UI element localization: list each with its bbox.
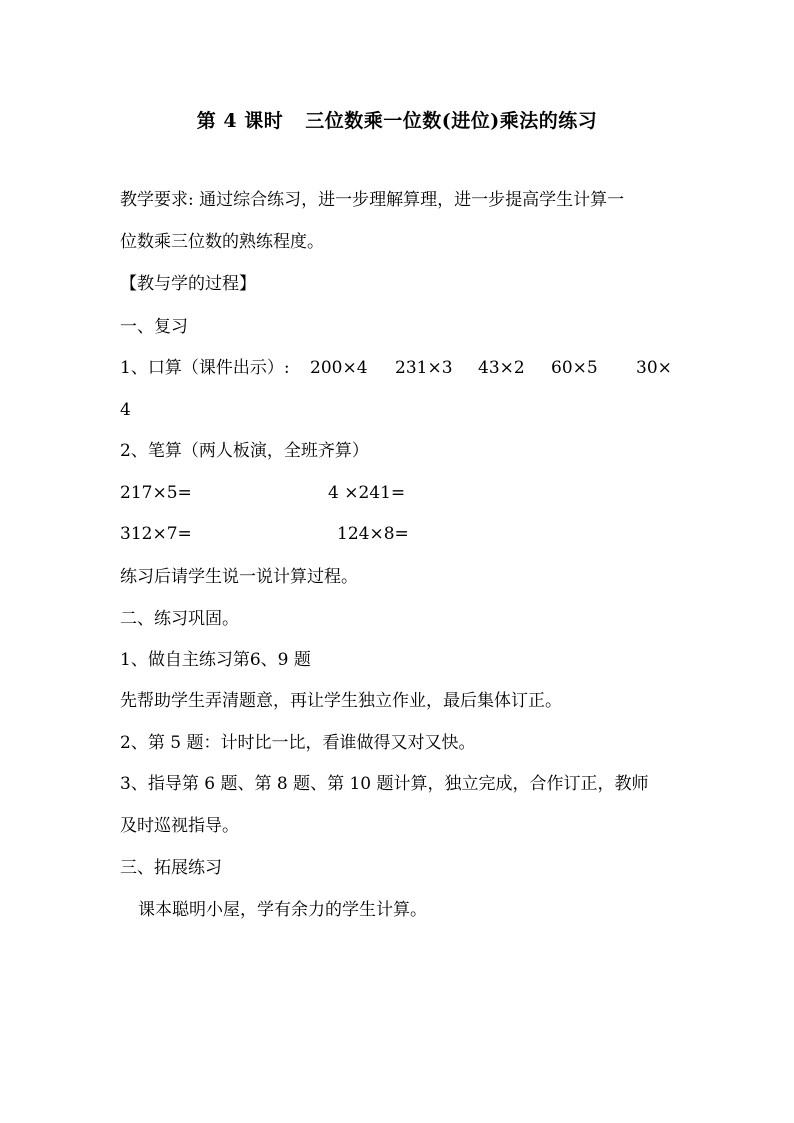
written-expr-3: 312×7= bbox=[120, 524, 192, 544]
section-2-heading: 二、练习巩固。 bbox=[120, 609, 239, 629]
oral-expr-5: 30× bbox=[636, 358, 672, 378]
written-calc-note: 练习后请学生说一说计算过程。 bbox=[120, 567, 358, 587]
requirements-line-2: 位数乘三位数的熟练程度。 bbox=[120, 232, 324, 252]
section-2-item-1: 1、做自主练习第6、9 题 bbox=[120, 650, 311, 670]
oral-expr-1: 200×4 bbox=[310, 358, 368, 378]
section-3-heading: 三、拓展练习 bbox=[120, 858, 222, 878]
oral-expr-3: 43×2 bbox=[478, 358, 525, 378]
lesson-number: 第 4 课时 bbox=[196, 110, 284, 132]
oral-calc-line bbox=[120, 357, 672, 379]
requirements-line-1: 教学要求: 通过综合练习，进一步理解算理，进一步提高学生计算一 bbox=[120, 190, 625, 210]
oral-expr-4: 60×5 bbox=[551, 358, 598, 378]
section-2-item-2: 2、第 5 题：计时比一比，看谁做得又对又快。 bbox=[120, 733, 476, 753]
section-2-item-1-detail: 先帮助学生弄清题意，再让学生独立作业，最后集体订正。 bbox=[120, 691, 562, 711]
written-expr-2: 4 ×241= bbox=[328, 483, 406, 503]
written-expr-4: 124×8= bbox=[337, 524, 409, 544]
written-expr-1: 217×5= bbox=[120, 483, 192, 503]
oral-expr-2: 231×3 bbox=[395, 358, 453, 378]
written-calc-label: 2、笔算（两人板演，全班齐算） bbox=[120, 441, 369, 461]
process-heading: 【教与学的过程】 bbox=[120, 274, 256, 294]
section-3-content: 课本聪明小屋，学有余力的学生计算。 bbox=[138, 900, 427, 920]
page-title bbox=[0, 106, 794, 133]
section-1-heading: 一、复习 bbox=[120, 317, 188, 337]
section-2-item-3-line-2: 及时巡视指导。 bbox=[120, 816, 239, 836]
oral-calc-continuation: 4 bbox=[120, 400, 131, 420]
lesson-topic: 三位数乘一位数(进位)乘法的练习 bbox=[305, 110, 598, 132]
oral-calc-label: 1、口算（课件出示）: bbox=[120, 358, 290, 378]
section-2-item-3-line-1: 3、指导第 6 题、第 8 题、第 10 题计算，独立完成，合作订正，教师 bbox=[120, 774, 649, 794]
